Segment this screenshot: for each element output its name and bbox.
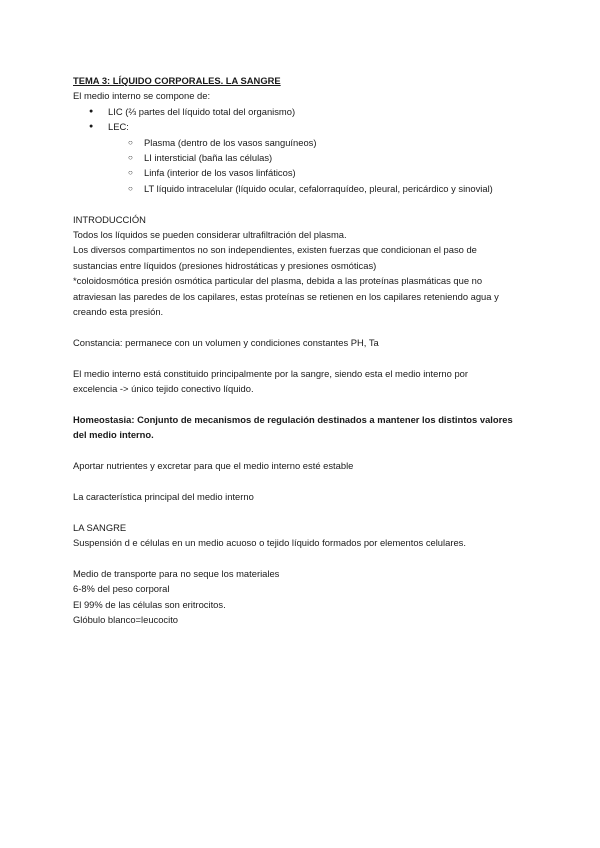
introduccion-line: sustancias entre líquidos (presiones hidrostáticas y presiones osmóticas) [73,259,377,271]
introduccion-line: Los diversos compartimentos no son independientes, existen fuerzas que condicionan el paso de [73,244,477,256]
list-item-lic: ● LIC (⅔ partes del líquido total del organismo) [73,104,543,119]
introduccion-line: Todos los líquidos se pueden considerar ultrafiltración del plasma. [73,229,347,241]
sangre-heading: LA SANGRE [73,521,127,533]
composition-list [73,104,543,196]
intro-line: El medio interno se compone de: [73,90,211,102]
medio-interno-line: excelencia -> único tejido conectivo líquido. [73,383,254,395]
sangre-line: 6-8% del peso corporal [73,583,170,595]
sangre-line: Medio de transporte para no seque los materiales [73,567,280,579]
list-item-plasma: ○ Plasma (dentro de los vasos sanguíneos) [73,135,543,150]
introduccion-line: *coloidosmótica presión osmótica particular del plasma, debida a las proteínas plasmáticas que no [73,275,483,287]
list-item-intersticial: ○ LI intersticial (baña las células) [73,150,543,165]
sangre-line: Glóbulo blanco=leucocito [73,614,179,626]
medio-interno-line: El medio interno está constituido principalmente por la sangre, siendo esta el medio interno por [73,367,469,379]
aportar-line: Aportar nutrientes y excretar para que el medio interno esté estable [73,460,354,472]
introduccion-line: atraviesan las paredes de los capilares, estas proteínas se retienen en los capilares reteniendo agua y [73,290,499,302]
homeostasia-line: del medio interno. [73,429,154,441]
constancia-line: Constancia: permanece con un volumen y condiciones constantes PH, Ta [73,336,379,348]
sangre-line: El 99% de las células son eritrocitos. [73,598,226,610]
introduccion-heading: INTRODUCCIÓN [73,213,146,225]
sangre-definition: Suspensión d e células en un medio acuoso o tejido líquido formados por elementos celulares. [73,537,466,549]
caracteristica-line: La característica principal del medio interno [73,490,254,502]
list-item-intracelular: ○ LT líquido intracelular (líquido ocular, cefalorraquídeo, pleural, pericárdico y sinovial) [73,181,543,196]
document-title: TEMA 3: LÍQUIDO CORPORALES. LA SANGRE [73,75,281,86]
introduccion-line: creando esta presión. [73,306,164,318]
homeostasia-line: Homeostasia: Conjunto de mecanismos de regulación destinados a mantener los distintos valores [73,413,513,425]
document-body [73,73,543,628]
list-item-lec: ● LEC: [73,119,543,134]
list-item-linfa: ○ Linfa (interior de los vasos linfáticos) [73,165,543,180]
